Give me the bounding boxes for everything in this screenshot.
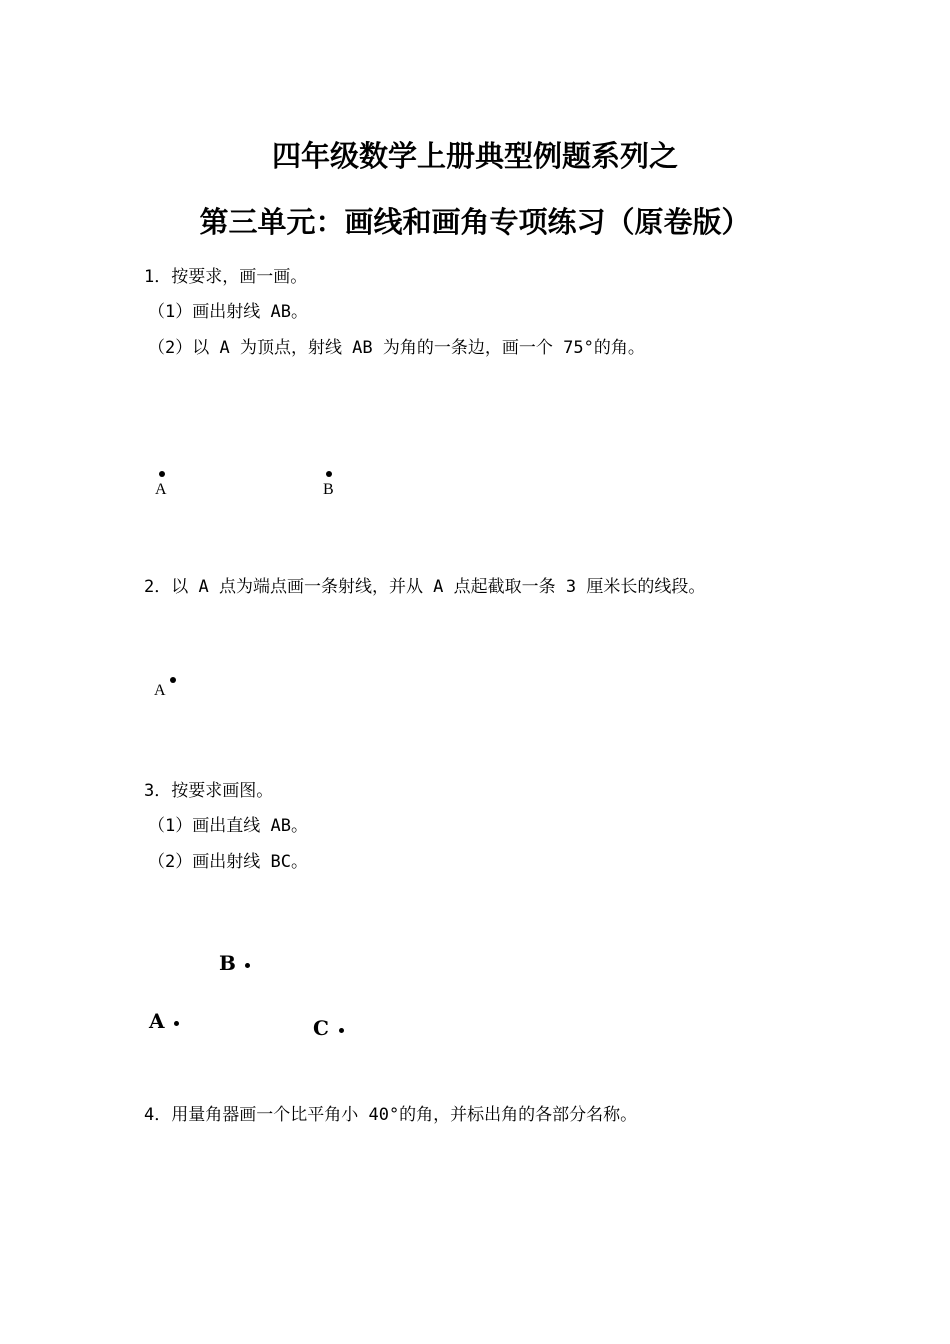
q3-point-c-dot	[339, 1028, 344, 1033]
q4-stem: 4．用量角器画一个比平角小 40°的角，并标出角的各部分名称。	[144, 1105, 638, 1125]
q1-point-b-dot	[326, 471, 332, 477]
q1-point-a-label: A	[155, 481, 167, 498]
q3-point-a-label: A	[149, 1009, 165, 1033]
title-line-2: 第三单元：画线和画角专项练习（原卷版）	[199, 205, 751, 239]
title-line-1: 四年级数学上册典型例题系列之	[271, 139, 678, 173]
q1-part1: （1）画出射线 AB。	[148, 302, 308, 322]
q3-point-c-label: C	[313, 1016, 329, 1040]
q1-point-a-dot	[159, 471, 165, 477]
q3-point-b-dot	[245, 963, 250, 968]
q3-point-b-label: B	[219, 951, 236, 975]
q3-part2: （2）画出射线 BC。	[148, 852, 308, 872]
q2-point-a-label: A	[154, 682, 166, 699]
q3-stem: 3．按要求画图。	[144, 781, 274, 801]
q1-part2: （2）以 A 为顶点，射线 AB 为角的一条边，画一个 75°的角。	[148, 338, 645, 358]
q1-stem: 1．按要求，画一画。	[144, 267, 308, 287]
q2-stem: 2．以 A 点为端点画一条射线，并从 A 点起截取一条 3 厘米长的线段。	[144, 577, 706, 597]
q3-point-a-dot	[174, 1021, 179, 1026]
q2-point-a-dot	[170, 677, 176, 683]
q1-point-b-label: B	[323, 481, 334, 498]
q3-part1: （1）画出直线 AB。	[148, 816, 308, 836]
